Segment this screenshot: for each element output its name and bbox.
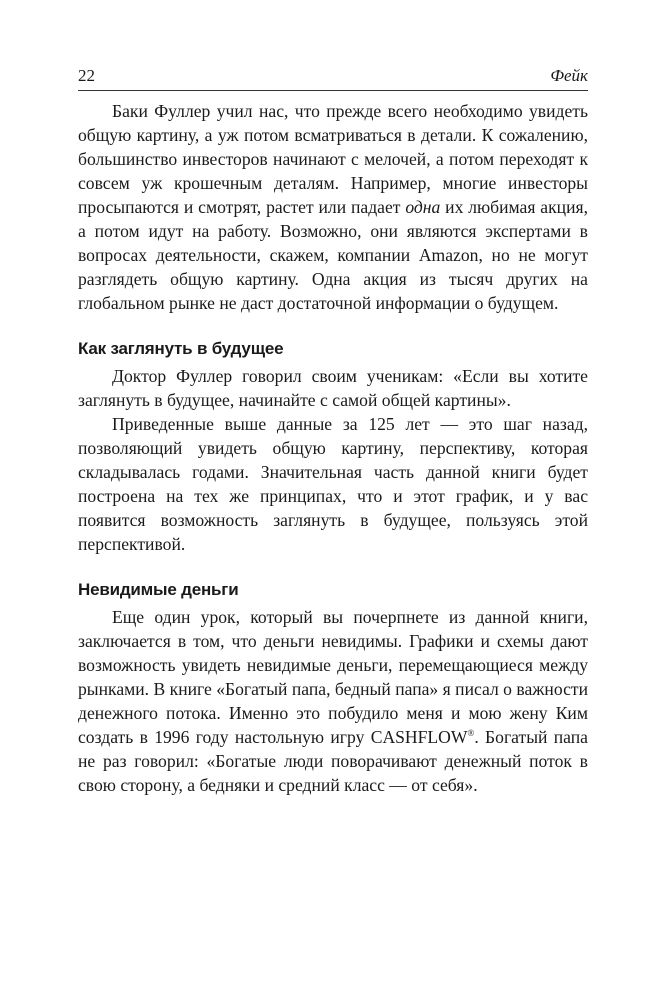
page-content [78, 99, 588, 797]
paragraph-125-years: Приведенные выше данные за 125 лет — это шаг назад, позволяющий увидеть общую картину, перспективу, которая складывалась годами. Значительная часть данной книги будет построена на тех же принципах, что и этот график, и у вас появится возможность заглянуть в будущее, пользуясь этой перспективой. [78, 414, 588, 554]
paragraph-invisible-money-part1: Еще один урок, который вы почерпнете из данной книги, заключается в том, что деньги невидимы. Графики и схемы дают возможность увидеть невидимые деньги, перемещающиеся между рынками. В книге «Богатый папа, бедный папа» я писал о важности денежного потока. Именно это побудило меня и мою жену Ким создать в 1996 году настольную игру CASHFLOW [78, 607, 588, 747]
book-page [78, 62, 588, 797]
running-header [78, 62, 588, 91]
section-heading-invisible-money: Невидимые деньги [78, 580, 239, 599]
paragraph-intro-part1: Баки Фуллер учил нас, что прежде всего необходимо увидеть общую картину, а уж потом всматриваться в детали. К сожалению, большинство инвесторов начинают с мелочей, а потом переходят к совсем уж крошечным деталям. Например, многие инвесторы просыпаются и смотрят, растет или падает [78, 101, 588, 217]
registered-mark: ® [467, 728, 475, 738]
page-number: 22 [78, 66, 95, 85]
paragraph-invisible-money [78, 605, 588, 797]
section-heading-future: Как заглянуть в будущее [78, 339, 284, 358]
paragraph-fuller-quote: Доктор Фуллер говорил своим ученикам: «Если вы хотите заглянуть в будущее, начинайте с самой общей картины». [78, 366, 588, 410]
paragraph-intro-part2: их любимая акция, а потом идут на работу. Возможно, они являются экспертами в вопросах деятельности, скажем, компании Amazon, но не могут разглядеть общую картину. Одна акция из тысяч других на глобальном рынке не даст достаточной информации о будущем. [78, 197, 588, 313]
running-title: Фейк [550, 66, 588, 85]
emphasis-text: одна [405, 197, 441, 217]
paragraph-intro [78, 99, 588, 315]
paragraph-invisible-money-part2: . Богатый папа не раз говорил: «Богатые люди поворачивают денежный поток в свою сторону, а бедняки и средний класс — от себя». [78, 727, 588, 795]
